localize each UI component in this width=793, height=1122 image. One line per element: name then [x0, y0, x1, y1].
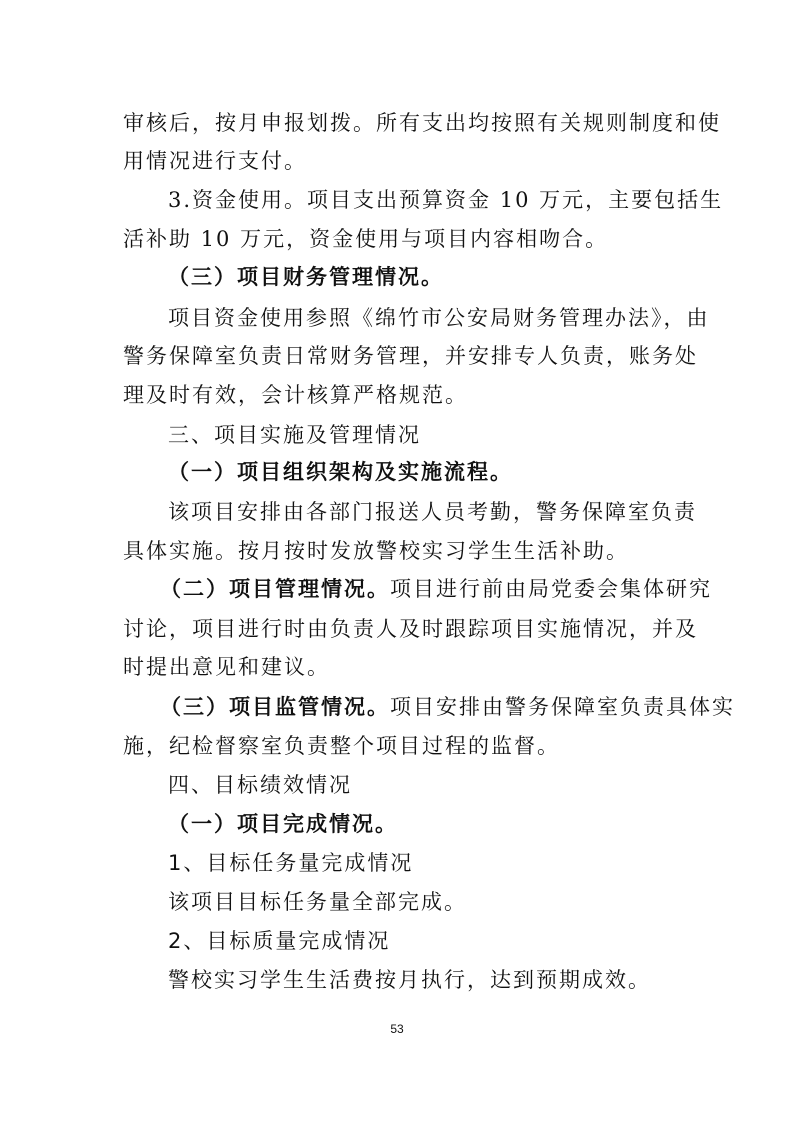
page-number: 53 [390, 1022, 404, 1036]
paragraph-line: 理及时有效，会计核算严格规范。 [123, 383, 468, 407]
inline-text: 项目安排由警务保障室负责具体实 [390, 695, 735, 719]
chapter-heading: 四、目标绩效情况 [168, 773, 352, 797]
paragraph-line: 讨论，项目进行时由负责人及时跟踪项目实施情况，并及 [123, 617, 698, 641]
subsection-heading: 1、目标任务量完成情况 [168, 851, 414, 875]
subsection-heading: 2、目标质量完成情况 [168, 929, 391, 953]
inline-heading: （三）项目监管情况。 [160, 695, 390, 719]
paragraph-line: 审核后，按月申报划拨。所有支出均按照有关规则制度和使 [123, 111, 721, 135]
paragraph-line: 警校实习学生生活费按月执行，达到预期成效。 [168, 968, 651, 992]
paragraph-line [160, 574, 712, 604]
paragraph-line: 3.资金使用。项目支出预算资金 10 万元，主要包括生 [168, 188, 724, 212]
section-heading: （三）项目财务管理情况。 [168, 265, 444, 289]
paragraph-line: 时提出意见和建议。 [123, 655, 330, 679]
paragraph-line: 警务保障室负责日常财务管理，并安排专人负责，账务处 [123, 344, 698, 368]
paragraph-line: 施，纪检督察室负责整个项目过程的监督。 [123, 734, 560, 758]
paragraph-line: 该项目安排由各部门报送人员考勤，警务保障室负责 [168, 500, 697, 524]
inline-text: 项目进行前由局党委会集体研究 [390, 577, 712, 601]
paragraph-line: 活补助 10 万元，资金使用与项目内容相吻合。 [123, 227, 609, 251]
paragraph-line: 项目资金使用参照《绵竹市公安局财务管理办法》，由 [168, 306, 710, 330]
paragraph-line: 具体实施。按月按时发放警校实习学生生活补助。 [123, 539, 629, 563]
section-heading: （一）项目完成情况。 [168, 812, 398, 836]
paragraph-line: 用情况进行支付。 [123, 149, 307, 173]
section-heading: （一）项目组织架构及实施流程。 [168, 460, 513, 484]
chapter-heading: 三、项目实施及管理情况 [168, 423, 421, 447]
paragraph-line: 该项目目标任务量全部完成。 [168, 890, 467, 914]
inline-heading: （二）项目管理情况。 [160, 577, 390, 601]
paragraph-line [160, 692, 735, 722]
